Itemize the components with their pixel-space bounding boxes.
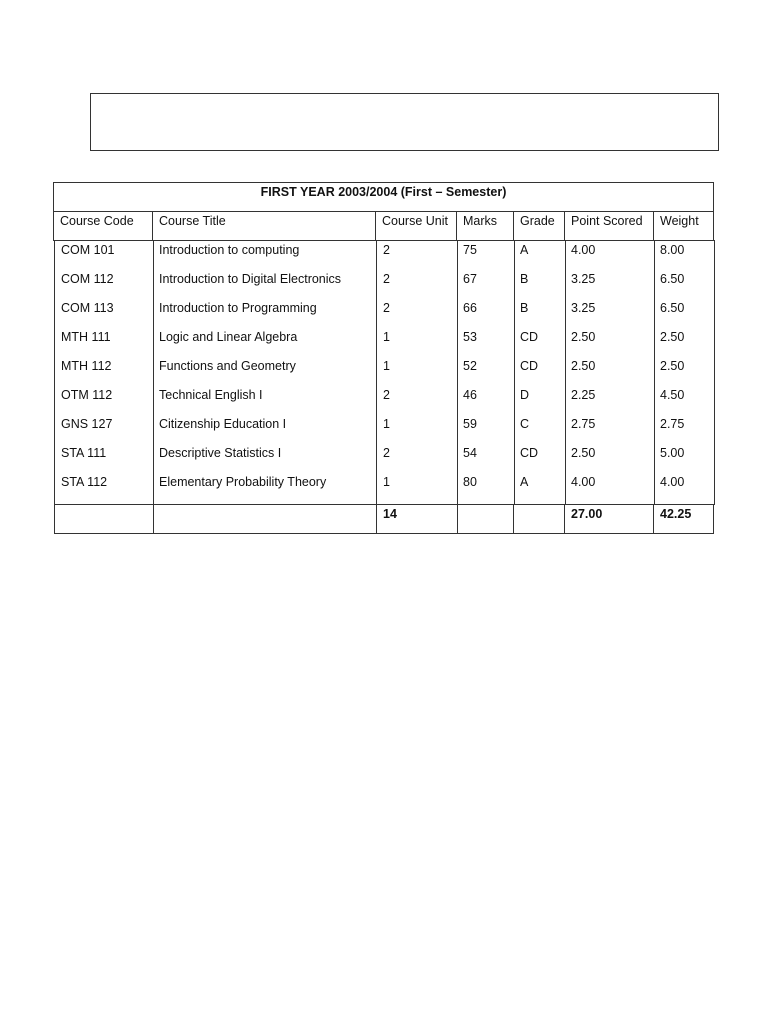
cell-course-code: STA 111	[61, 446, 107, 460]
cell-course-title: Introduction to Programming	[159, 301, 317, 315]
cell-course-code: OTM 112	[61, 388, 113, 402]
cell-grade: CD	[520, 359, 539, 373]
cell-marks: 46	[463, 388, 477, 402]
cell-course-unit: 2	[383, 446, 390, 460]
total-course-title	[153, 504, 377, 534]
table-row	[54, 388, 715, 417]
header-grade: Grade	[513, 211, 565, 241]
cell-course-code: MTH 111	[61, 330, 111, 344]
table-header-row	[53, 211, 714, 241]
header-course-unit: Course Unit	[375, 211, 457, 241]
header-point-scored: Point Scored	[564, 211, 654, 241]
cell-grade: CD	[520, 446, 539, 460]
cell-weight: 8.00	[660, 243, 685, 257]
cell-course-title: Functions and Geometry	[159, 359, 296, 373]
table-row	[54, 330, 715, 359]
cell-point-scored: 2.50	[571, 446, 596, 460]
cell-marks: 75	[463, 243, 477, 257]
table-row	[54, 359, 715, 388]
table-row	[54, 272, 715, 301]
cell-weight: 4.00	[660, 475, 685, 489]
table-row	[54, 475, 715, 504]
header-course-title: Course Title	[152, 211, 376, 241]
cell-point-scored: 2.50	[571, 330, 596, 344]
cell-point-scored: 2.50	[571, 359, 596, 373]
cell-course-code: COM 112	[61, 272, 114, 286]
cell-course-title: Elementary Probability Theory	[159, 475, 327, 489]
cell-weight: 2.50	[660, 330, 685, 344]
table-row	[54, 243, 715, 272]
cell-weight: 5.00	[660, 446, 685, 460]
cell-marks: 67	[463, 272, 477, 286]
cell-grade: B	[520, 272, 529, 286]
cell-course-code: COM 113	[61, 301, 114, 315]
cell-point-scored: 2.75	[571, 417, 596, 431]
total-weight: 42.25	[653, 504, 714, 534]
table-row	[54, 446, 715, 475]
cell-marks: 80	[463, 475, 477, 489]
cell-course-unit: 1	[383, 417, 390, 431]
cell-course-unit: 1	[383, 359, 390, 373]
cell-course-title: Technical English I	[159, 388, 263, 402]
cell-grade: D	[520, 388, 530, 402]
cell-course-title: Citizenship Education I	[159, 417, 287, 431]
total-course-unit: 14	[376, 504, 458, 534]
table-row	[54, 301, 715, 330]
header-marks: Marks	[456, 211, 514, 241]
cell-grade: C	[520, 417, 530, 431]
cell-point-scored: 3.25	[571, 301, 596, 315]
cell-point-scored: 2.25	[571, 388, 596, 402]
empty-header-box	[90, 93, 719, 151]
cell-course-code: STA 112	[61, 475, 108, 489]
cell-grade: A	[520, 243, 529, 257]
total-course-code	[54, 504, 154, 534]
cell-marks: 59	[463, 417, 477, 431]
cell-course-unit: 1	[383, 330, 390, 344]
cell-marks: 54	[463, 446, 477, 460]
cell-marks: 52	[463, 359, 477, 373]
cell-course-title: Introduction to Digital Electronics	[159, 272, 342, 286]
total-point-scored: 27.00	[564, 504, 654, 534]
table-body	[54, 240, 715, 505]
table-row	[54, 417, 715, 446]
cell-weight: 2.75	[660, 417, 685, 431]
cell-grade: CD	[520, 330, 539, 344]
cell-grade: A	[520, 475, 529, 489]
table-total-row	[54, 504, 714, 534]
cell-weight: 4.50	[660, 388, 685, 402]
cell-course-unit: 1	[383, 475, 390, 489]
cell-course-unit: 2	[383, 301, 390, 315]
cell-course-title: Logic and Linear Algebra	[159, 330, 298, 344]
cell-course-code: GNS 127	[61, 417, 113, 431]
cell-course-unit: 2	[383, 272, 390, 286]
cell-course-title: Introduction to computing	[159, 243, 300, 257]
cell-point-scored: 3.25	[571, 272, 596, 286]
cell-point-scored: 4.00	[571, 243, 596, 257]
cell-marks: 53	[463, 330, 477, 344]
cell-marks: 66	[463, 301, 477, 315]
cell-course-unit: 2	[383, 243, 390, 257]
cell-weight: 2.50	[660, 359, 685, 373]
total-grade	[513, 504, 565, 534]
cell-course-code: COM 101	[61, 243, 115, 257]
cell-weight: 6.50	[660, 272, 685, 286]
header-weight: Weight	[653, 211, 714, 241]
cell-grade: B	[520, 301, 529, 315]
cell-course-code: MTH 112	[61, 359, 112, 373]
total-marks	[457, 504, 514, 534]
cell-weight: 6.50	[660, 301, 685, 315]
cell-point-scored: 4.00	[571, 475, 596, 489]
header-course-code: Course Code	[53, 211, 153, 241]
cell-course-title: Descriptive Statistics I	[159, 446, 282, 460]
table-title: FIRST YEAR 2003/2004 (First – Semester)	[53, 182, 714, 212]
cell-course-unit: 2	[383, 388, 390, 402]
